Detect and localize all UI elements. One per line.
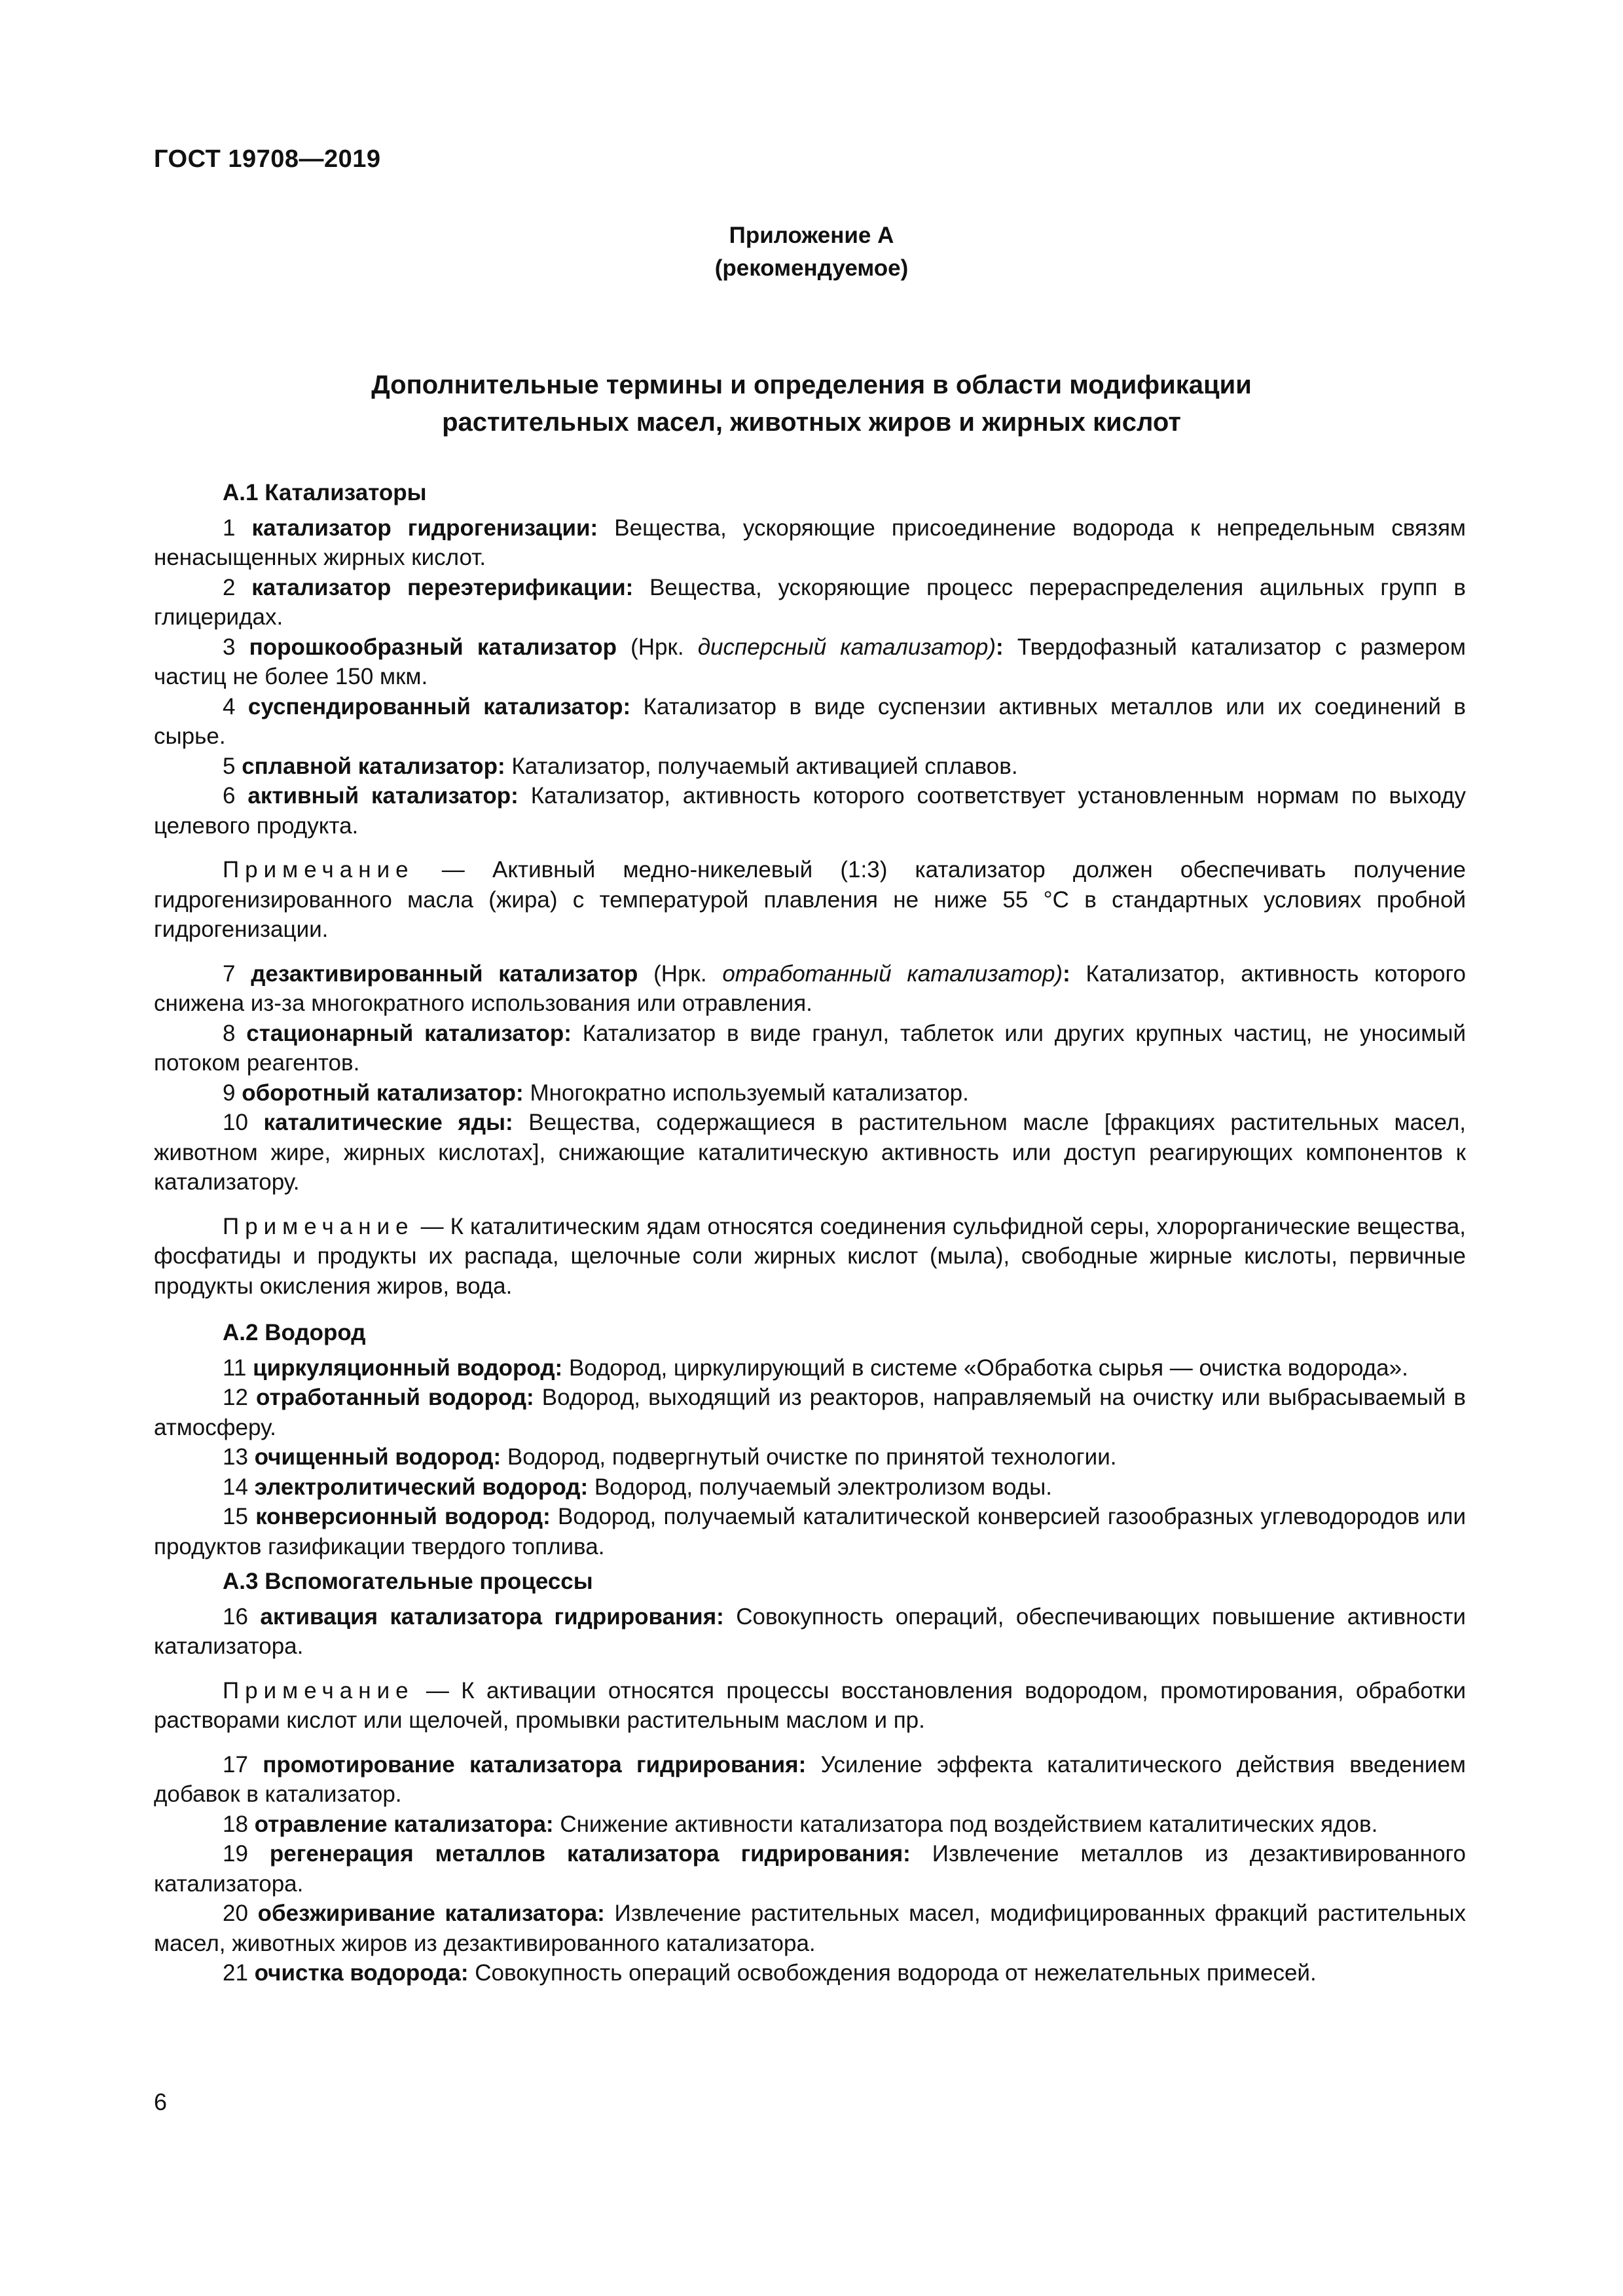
term-number: 7 [223, 960, 251, 987]
term-number: 12 [223, 1385, 256, 1410]
term-name: отработанный водород: [256, 1385, 534, 1410]
term-definition: Водород, подвергнутый очистке по принятой технологии. [501, 1444, 1117, 1470]
term-name: электролитический водород: [254, 1474, 589, 1500]
document-title [0, 367, 1623, 441]
term-entry [154, 959, 1466, 1019]
term-number: 13 [223, 1444, 255, 1470]
term-number: 17 [223, 1751, 263, 1777]
note [154, 1676, 1466, 1736]
document-title-line-1: Дополнительные термины и определения в области модификации [371, 371, 1252, 399]
term-number: 10 [223, 1110, 264, 1135]
term-entry [154, 1899, 1466, 1958]
note-label: Примечание [223, 1213, 414, 1239]
term-number: 18 [223, 1811, 255, 1837]
term-definition: Вещества, содержащиеся в растительном масле [фракциях растительных масел, животном жире, жирных кислотах], снижающие каталитическую активность или доступ реагирующих компонентов к катализатору. [154, 1110, 1467, 1195]
term-name: промотирование катализатора гидрирования: [263, 1751, 807, 1777]
term-name: регенерация металлов катализатора гидрирования: [269, 1841, 911, 1867]
term-number: 19 [223, 1841, 270, 1867]
term-definition: Твердофазный катализатор с размером частиц не более 150 мкм. [154, 634, 1466, 689]
term-entry [154, 632, 1466, 692]
term-colon: : [996, 634, 1004, 660]
term-entry [154, 1839, 1466, 1899]
term-number: 21 [223, 1960, 255, 1986]
note-text: — Активный медно-никелевый (1:3) катализатор должен обеспечивать получение гидрогенизированного масла (жира) с температурой плавления не ниже 55 °С в стандартных условиях пробной гидрогенизации. [154, 857, 1466, 942]
term-number: 11 [223, 1355, 253, 1381]
term-definition: Катализатор, активность которого соответствует установленным нормам по выходу целевого продукта. [154, 783, 1466, 839]
note-label: Примечание [223, 1677, 414, 1704]
term-entry [154, 1810, 1466, 1840]
term-definition: Извлечение растительных масел, модифицированных фракций растительных масел, животных жиров из дезактивированного катализатора. [154, 1901, 1466, 1956]
term-definition: Водород, получаемый электролизом воды. [588, 1474, 1052, 1500]
term-entry [154, 1602, 1466, 1662]
document-body [154, 478, 1466, 1988]
term-name: активный катализатор: [247, 783, 519, 809]
document-title-line-2: растительных масел, животных жиров и жирных кислот [442, 408, 1181, 437]
term-definition: Катализатор, активность которого снижена из-за многократного использования или отравления. [154, 960, 1466, 1016]
term-entry [154, 1472, 1466, 1503]
term-name: обезжиривание катализатора: [257, 1901, 605, 1926]
appendix-status: (рекомендуемое) [714, 255, 909, 281]
term-number: 5 [223, 753, 242, 779]
term-definition: Водород, циркулирующий в системе «Обработка сырья — очистка водорода». [562, 1355, 1408, 1381]
term-number: 2 [223, 574, 252, 600]
term-number: 8 [223, 1020, 247, 1046]
term-name: циркуляционный водород: [253, 1355, 563, 1381]
term-alternative: отработанный катализатор) [722, 960, 1063, 987]
term-definition: Снижение активности катализатора под воздействием каталитических ядов. [553, 1811, 1378, 1837]
term-number: 16 [223, 1603, 261, 1630]
term-name: порошкообразный катализатор [249, 634, 617, 660]
term-number: 4 [223, 693, 248, 720]
term-name: стационарный катализатор: [246, 1020, 572, 1046]
term-definition: Водород, выходящий из реакторов, направляемый на очистку или выбрасываемый в атмосферу. [154, 1385, 1466, 1440]
term-name: отравление катализатора: [254, 1811, 554, 1837]
term-definition: Совокупность операций, обеспечивающих повышение активности катализатора. [154, 1603, 1466, 1659]
note-text: — К каталитическим ядам относятся соединения сульфидной серы, хлорорганические вещества, фосфатиды и продукты их распада, щелочные соли жирных кислот (мыла), свободные жирные кислоты, первичные продукты окисления жиров, вода. [154, 1213, 1466, 1299]
term-name: очищенный водород: [254, 1444, 501, 1470]
term-definition: Катализатор в виде суспензии активных металлов или их соединений в сырье. [154, 693, 1466, 749]
term-entry [154, 1019, 1466, 1078]
term-entry [154, 692, 1466, 752]
term-name: оборотный катализатор: [242, 1080, 524, 1106]
term-name: активация катализатора гидрирования: [260, 1603, 724, 1630]
term-number: 20 [223, 1901, 258, 1926]
term-entry [154, 781, 1466, 841]
note-text: — К активации относятся процессы восстановления водородом, промотирования, обработки растворами кислот или щелочей, промывки растительным маслом и пр. [154, 1677, 1466, 1733]
term-entry [154, 1353, 1466, 1383]
term-definition: Извлечение металлов из дезактивированного катализатора. [154, 1841, 1466, 1897]
note [154, 855, 1466, 945]
term-name: конверсионный водород: [255, 1504, 551, 1529]
term-entry [154, 1383, 1466, 1442]
term-entry [154, 1442, 1466, 1472]
section-heading-a1: А.1 Катализаторы [223, 480, 427, 505]
term-name: дезактивированный катализатор [251, 960, 638, 987]
term-entry [154, 513, 1466, 573]
term-definition: Вещества, ускоряющие процесс перераспределения ацильных групп в глицеридах. [154, 574, 1466, 630]
note-label: Примечание [223, 857, 414, 883]
term-number: 3 [223, 634, 249, 660]
term-entry [154, 1750, 1466, 1810]
term-number: 15 [223, 1504, 256, 1529]
term-number: 6 [223, 783, 248, 809]
appendix-title: Приложение А [729, 223, 894, 248]
term-nrk-prefix: (Нрк. [617, 634, 698, 660]
term-number: 9 [223, 1080, 242, 1106]
term-colon: : [1063, 960, 1070, 987]
term-name: суспендированный катализатор: [247, 693, 631, 720]
term-number: 14 [223, 1474, 255, 1500]
page-number: 6 [154, 2088, 168, 2115]
term-nrk-prefix: (Нрк. [638, 960, 723, 987]
term-entry [154, 1108, 1466, 1197]
term-entry [154, 752, 1466, 782]
term-name: очистка водорода: [254, 1960, 469, 1986]
term-number: 1 [223, 515, 252, 541]
term-definition: Водород, получаемый каталитической конверсией газообразных углеводородов или продуктов газификации твердого топлива. [154, 1504, 1466, 1559]
term-entry [154, 1078, 1466, 1108]
term-entry [154, 573, 1466, 632]
term-name: катализатор переэтерификации: [251, 574, 634, 600]
note [154, 1212, 1466, 1302]
term-name: катализатор гидрогенизации: [251, 515, 598, 541]
standard-id: ГОСТ 19708—2019 [154, 145, 381, 173]
term-definition: Вещества, ускоряющие присоединение водорода к непредельным связям ненасыщенных жирных кислот. [154, 515, 1466, 570]
term-entry [154, 1958, 1466, 1988]
section-heading-a3: А.3 Вспомогательные процессы [223, 1569, 593, 1594]
term-definition: Катализатор в виде гранул, таблеток или других крупных частиц, не уносимый потоком реагентов. [154, 1020, 1466, 1076]
term-name: каталитические яды: [263, 1110, 513, 1135]
term-definition: Катализатор, получаемый активацией сплавов. [505, 753, 1018, 779]
appendix-heading [0, 219, 1623, 285]
section-heading-a2: А.2 Водород [223, 1320, 366, 1345]
term-alternative: дисперсный катализатор) [697, 634, 996, 660]
term-definition: Усиление эффекта каталитического действия введением добавок в катализатор. [154, 1751, 1466, 1807]
term-definition: Многократно используемый катализатор. [523, 1080, 969, 1106]
term-name: сплавной катализатор: [242, 753, 505, 779]
term-entry [154, 1502, 1466, 1561]
term-definition: Совокупность операций освобождения водорода от нежелательных примесей. [468, 1960, 1317, 1986]
